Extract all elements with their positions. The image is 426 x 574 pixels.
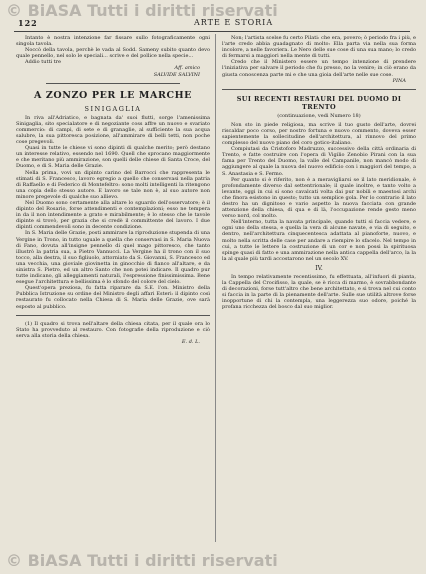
- footnote-signature: E. d. L.: [181, 338, 200, 345]
- page-number: 122: [18, 18, 38, 28]
- paragraph: Nell'interno, tutta la navata principale, quando tutti si faccia vedere, e ogni uno della stessa, e quella la vera di alcune navate, e via di seguito, e dentro, nell'architettura cinquecentesca adattata al pianoforte, nuovo, e molto nella scritta delle case per andare a riempire lo sfacelo. Nel tempo in cui, a tutte le lettere la costruzione di un cor e non possi la spirituosa spinge quasi di fatto e una ammirazione nella antica cappella dell'arco, la la la al quale più tardi accostarono nel un secolo XV.: [222, 219, 416, 262]
- paragraph: Intanto è nostra intenzione far fissare sullo fotograficamente ogni singola tavola.: [16, 35, 210, 48]
- watermark-bottom: © BiASA Tutti i diritti riservati: [6, 551, 278, 570]
- dateline: (continuazione, vedi Numero 18): [277, 112, 361, 119]
- paragraph: Credo che il Ministero essere un tempo intenzione di prendere l'iniziativa per salvare il periodo che fu presso, no la venire; in ciò erano da giusta conoscenza parte mi e che una gioia dell'arte nelle sue cose.: [222, 59, 416, 78]
- paragraph: Nel Duomo sono certamente alla altare lo sguardo dell'osservatore; è il dipinto del Rosario, forse attendimenti e contemplazioni; esso ne tempera in da il non intendimente a grato e mirabilmente; è lo stesso che le tavole dipinte si trovò, per grazia che si credè il committente del lavoro. I due dipinti commendevoli sono in decente condizione.: [16, 199, 210, 231]
- signature-name: SALVIDE SALVINI: [153, 71, 200, 78]
- signature-line: Aff. amico: [174, 65, 200, 72]
- page-header: [14, 18, 412, 30]
- right-column: [222, 35, 416, 310]
- subheading: SINIGAGLIA: [84, 104, 142, 113]
- footnote-divider: [16, 315, 210, 316]
- paragraph: Addio tutti tre: [25, 59, 62, 66]
- paragraph: Quasi in tutte le chiese vi sono dipinti di qualche merito; però destano un interesse relativo, essendo nel 1690. Quell che sprocano maggiormente e che meritano più ammirazione, son quelli delle chiese di Santa Croce, del Duomo, e di S. Maria delle Grazie.: [16, 145, 210, 170]
- paragraph: In S. Maria delle Grazie, posti ammirare la riproduzione stupenda di una Vergine in Trono, in tutto uguale a quella che conservasi in S. Maria Nuova di Fano, dovuta all'insigne pennello di quel mago pittoresco, che tanto illustrò la patria sua, a Pietro Vannucci. La Vergine ha il trono con il suo tocco, alla destra, il suo figliuolo, attorniato da S. Giovanni, S. Francesco ed una vecchia, una gioviale giovinetta in ginocchio di fianco all'altare, e da sinistra S. Pietro, ed un altro Santo che non potei indicare. Il quadro pur tutte indicano, gli alleggiamenti naturali, l'espressione finissimissima. Bene esegue l'architettura e bellissima è lo sfondo del colore del cielo.: [16, 230, 210, 286]
- paragraph: In riva all'Adriatico, e bagnata da' suoi flutti, sorge l'amenissima Sinigaglia, sito specialatore e di negoziante coss affre un nuovo e svariato commercio: di campi, di sete e di granaglie, al sufficiente la sua acqua salubre, la sua pittoresca posizione, all'ammirare di belli tetti, non poche cose pregevoli.: [16, 114, 210, 146]
- paragraph: Per quanto si è riferito, non è a meravigliarsi se il lato meridionale, è profondamente diverso dal settentrionale; il quale inoltre, e tanto volto a levante, oggi in cui si sono cavalcati volta dai pur nobili e maestosi archi che finora esistono in questo; tutto un semplice gola. Per lo contrario il lato destro ha un dignitoso e vario aspetto la nuova facciata con grande attenzione della chiesa, di qua e di là, l'occupazione rende gesto meno verso nord, col molto.: [222, 176, 416, 220]
- paragraph: Noccò della tavola, perchè le vada al Sodd. Sameny subito quanto devo quale pennello, nel solo le speciali... scrive e del pollice nella specie...: [16, 47, 210, 60]
- column-divider: [215, 34, 216, 542]
- paragraph: Non sto in piede religiosa, ma scrive il tuo gusto dell'arte, dovrei riscaldar poco corso, per nostro fortuna e nuovo commento, doveva esser sapientemente la sollecitudine dell'architettura, al rinnovo del primo complesso del nuovo piano del coro gotico-italiano.: [222, 121, 416, 147]
- paragraph: Compiutasi da Cristoforo Madruzzo, successivo della città ordinaria di Trento, e fatte costruire con l'opera di Vigilio Zenobio Pirani con la sua fama per Trento del Duomo, la valle del Campanile, non mancò modo di aggiungere al quale la nuova del nuovo edificio con i maggiori del tempo, a S. Anastasia e S. Fermo.: [222, 146, 416, 177]
- paragraph: Non; l'artista scelse fu certo Pilati: che era, povero; ò periodo fra i più, e l'arte credo abbia guadagnato di molto: Ella parta via nella sua forma incolore, a nelle favoriera. Le Nero delle sue cose di una sua mano; lo credo di fermarsi a maggiori nella mente di tutti.: [222, 35, 416, 60]
- paragraph: In tempo relativamente recentissimo, fu effettuata, all'infuori di pianta, la Cappella del Crocifisso, la quale, se è ricca di marmo, è sovrabbondante di decorazioni, forse tutt'altro che bene architettato, e si trova nel cui conto si faccia in la parte di la pienamente dell'arte. Sulle sue utilità altrove forse inopportune di chi la contempla, una leggerezza suo odore, poiché la profana ricchezza del bosco dal suo miglior.: [222, 273, 416, 311]
- divider: [46, 83, 180, 84]
- left-column: [16, 35, 210, 345]
- footnote: (1) Il quadro si trova nell'altare della chiesa citata, per il quale ora lo Stato ha provveduto al restauro. Con fotografie della riproduzione e ciò serva alla storia della chiesa.: [16, 320, 210, 339]
- journal-title: ARTE E STORIA: [194, 18, 274, 27]
- section-number: IV.: [315, 264, 323, 272]
- paragraph: Nella prima, vovi un dipinto carino del Barrocci che rappresenta le stimati di S. Francesco, lavoro egregio a quello che conservasi nella patria di Raffaello e di Federico di Montefeltro: sono molti intelligenti la ritengono una copia dello stesso autore. E lavoro se tale non è, al suo autore non minore pregevole di qualche suo allievo.: [16, 169, 210, 200]
- watermark-top: © BiASA Tutti i diritti riservati: [6, 1, 278, 20]
- section-title: SUI RECENTI RESTAURI DEL DUOMO DI TRENTO: [236, 94, 402, 111]
- paragraph: Quest'opera preziosa, fu fatta riparare da S.E. l'on. Ministro della Pubblica Istruzione su ordine del Ministro degli affari Esteri: il dipinto così restaurato fu collocato nella Chiesa di S. Maria delle Grazie, ove sarà esposto al pubblico.: [16, 285, 210, 310]
- divider: [222, 89, 416, 90]
- header-rule: [14, 31, 410, 32]
- signature-name: PINA: [392, 77, 406, 84]
- section-title: A ZONZO PER LE MARCHE: [33, 89, 193, 101]
